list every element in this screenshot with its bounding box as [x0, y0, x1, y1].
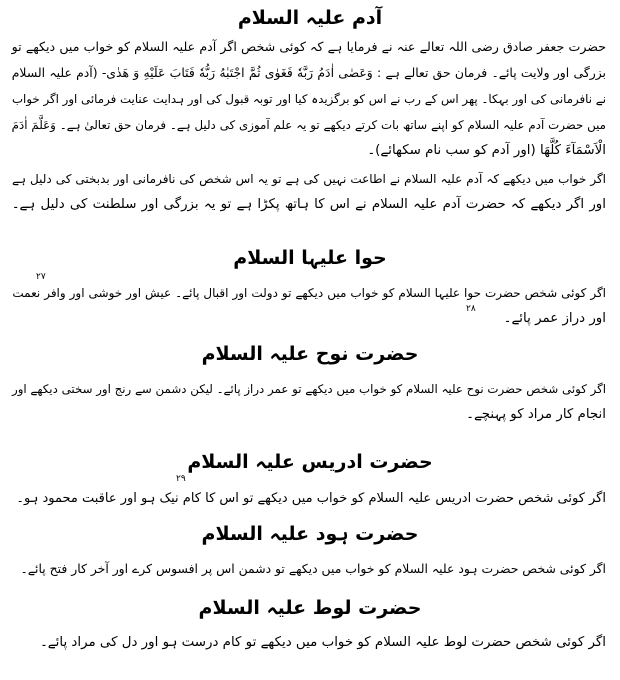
paragraph-line: اگر کوئی شخص حضرت ہود علیہ السلام کو خواب میں دیکھے تو دشمن اس پر افسوس کرے اور آخر کار فتح پائے۔	[20, 561, 606, 576]
paragraph-line: اگر کوئی شخص حضرت ادریس علیہ السلام کو خواب میں دیکھے تو اس کا کام نیک ہو اور عاقبت محمود ہو۔	[16, 491, 606, 506]
footnote-ref: ۲۹	[176, 474, 186, 484]
paragraph-line: اگر خواب میں دیکھے کہ آدم علیہ السلام نے اطاعت نہیں کی ہے تو یہ اس شخص کی نافرمانی اور بدبختی کی دلیل ہے	[11, 172, 606, 186]
section-heading-idris: حضرت ادریس علیہ السلام	[187, 451, 433, 473]
footnote-ref: ۲۸	[466, 304, 476, 314]
footnote-ref: ۲۷	[36, 272, 46, 282]
section-heading-adam: آدم علیہ السلام	[237, 7, 383, 29]
paragraph-line: میں حضرت آدم علیہ السلام کو اپنے ساتھ بات کرتے دیکھے تو یہ علم آموزی کی دلیل ہے۔ فرمان حق تعالیٰ ہے۔ وَعَلَّمَ اٰدَمَ	[11, 118, 606, 132]
paragraph-line: اگر کوئی شخص حضرت نوح علیہ السلام کو خواب میں دیکھے تو عمر دراز پائے۔ لیکن دشمن سے رنج اور سختی دیکھے اور	[12, 382, 606, 396]
paragraph-line: نے نافرمانی کی اور بہکا۔ پھر اس کے رب نے اس کو برگزیدہ کیا اور توبہ قبول کی اور ہدایت عنایت فرمائی اور اگر خواب	[11, 92, 606, 106]
paragraph-line: الْاَسْمَآءَ كُلَّهَا (اور آدم کو سب نام سکھائے)۔	[367, 143, 606, 158]
paragraph-line: حضرت جعفر صادق رضی اللہ تعالے عنہ نے فرمایا ہے کہ کوئی شخص اگر آدم علیہ السلام کو خواب میں دیکھے تو	[11, 39, 606, 54]
section-heading-nuh: حضرت نوح علیہ السلام	[201, 343, 419, 365]
paragraph-line: اگر کوئی شخص حضرت حوا علیہا السلام کو خواب میں دیکھے تو دولت اور اقبال پائے۔ عیش اور خوشی اور وافر نعمت	[12, 286, 606, 300]
section-heading-lut: حضرت لوط علیہ السلام	[198, 597, 422, 619]
paragraph-line: اور اگر دیکھے کہ حضرت آدم علیہ السلام نے اس کا ہاتھ پکڑا ہے تو یہ بزرگی اور سلطنت کی دلیل ہے۔	[11, 197, 606, 212]
paragraph-line: بزرگی اور ولایت پائے۔ فرمان حق تعالے ہے : وَعَصٰى اٰدَمُ رَبَّهٗ فَغَوٰى ثُمَّ اجْتَبٰهُ رَبُّهٗ فَتَابَ عَلَيْهِ وَ هَدٰى- (آدم علیہ السلام	[11, 65, 606, 80]
paragraph-line: اگر کوئی شخص حضرت لوط علیہ السلام کو خواب میں دیکھے تو کام درست ہو اور دل کی مراد پائے۔	[39, 635, 606, 650]
section-heading-hawwa: حوا علیہا السلام	[233, 247, 387, 269]
section-heading-hud: حضرت ہود علیہ السلام	[201, 523, 419, 545]
paragraph-line: انجام کار مراد کو پہنچے۔	[466, 407, 606, 422]
paragraph-line: اور دراز عمر پائے۔	[503, 311, 606, 326]
